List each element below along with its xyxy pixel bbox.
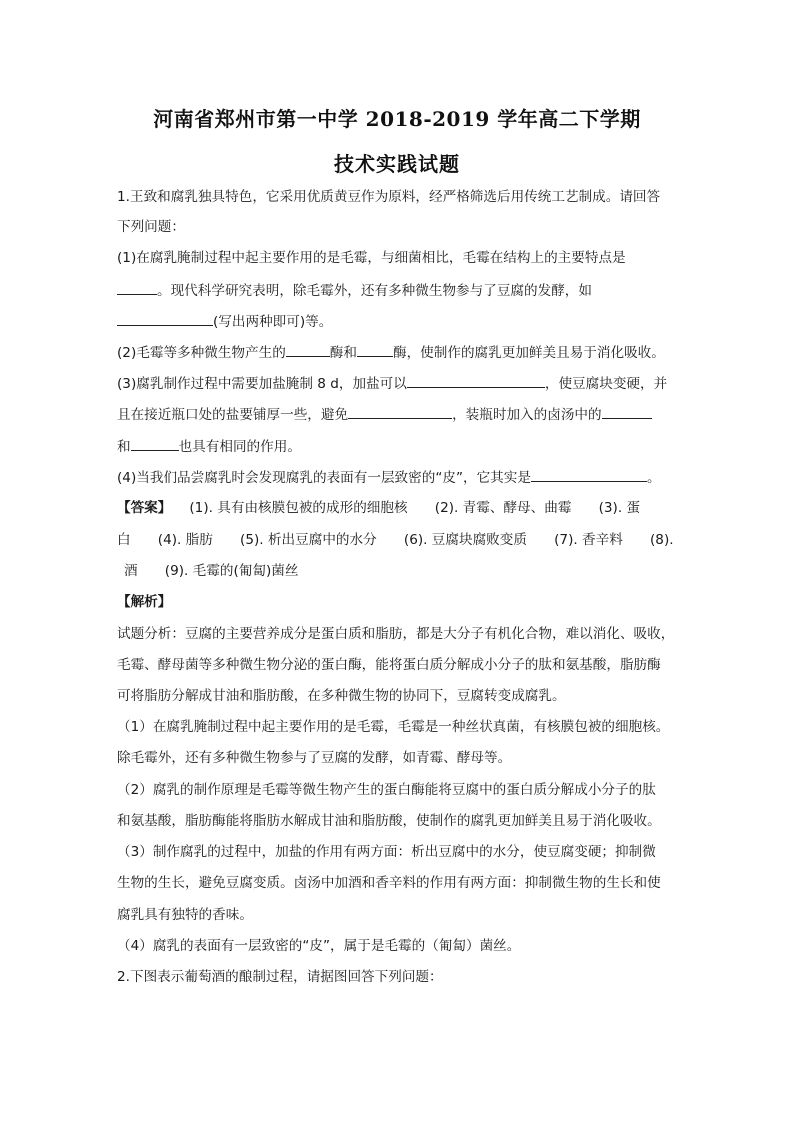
answer-blank[interactable] xyxy=(117,280,157,295)
answer-text-1: (1). 具有由核膜包被的成形的细胞核 (2). 青霉、酵母、曲霉 (3). 蛋 xyxy=(189,500,641,516)
analysis-line-3: 可将脂肪分解成甘油和脂肪酸，在多种微生物的协同下，豆腐转变成腐乳。 xyxy=(117,688,566,704)
analysis-line-8: （3）制作腐乳的过程中，加盐的作用有两方面：析出豆腐中的水分，使豆腐变硬；抑制微 xyxy=(117,844,656,860)
analysis-line-5: 除毛霉外，还有多种微生物参与了豆腐的发酵，如青霉、酵母等。 xyxy=(117,750,512,766)
document-subtitle: 技术实践试题 xyxy=(334,152,460,176)
q1-part1-text-3: (写出两种即可)等。 xyxy=(213,314,333,330)
q1-part4-text-b: 。 xyxy=(646,470,661,486)
analysis-line-7: 和氨基酸，脂肪酶能将脂肪水解成甘油和脂肪酸，使制作的腐乳更加鲜美且易于消化吸收。 xyxy=(117,813,661,829)
q1-part3-line-2 xyxy=(117,404,682,425)
q1-part2-line xyxy=(117,342,682,363)
q1-stem-line-2: 下列问题： xyxy=(117,219,185,235)
analysis-line-9: 生物的生长，避免豆腐变质。卤汤中加酒和香辛料的作用有两方面：抑制微生物的生长和使 xyxy=(117,875,661,891)
q1-part2-text-c: 酶，使制作的腐乳更加鲜美且易于消化吸收。 xyxy=(392,345,665,361)
q1-part3-text-1b: ，使豆腐块变硬，并 xyxy=(544,376,668,392)
q1-part3-line-1 xyxy=(117,373,682,394)
q1-part1-text-2: 。现代科学研究表明，除毛霉外，还有多种微生物参与了豆腐的发酵，如 xyxy=(157,283,592,299)
answer-line-1 xyxy=(117,498,682,518)
answer-blank[interactable] xyxy=(348,404,452,419)
answer-blank[interactable] xyxy=(602,404,652,419)
analysis-line-2: 毛霉、酵母菌等多种微生物分泌的蛋白酶，能将蛋白质分解成小分子的肽和氨基酸，脂肪酶 xyxy=(117,657,661,673)
answer-line-3: 酒 (9). 毛霉的(匍匐)菌丝 xyxy=(124,563,299,579)
answer-blank[interactable] xyxy=(531,467,647,482)
analysis-line-11: （4）腐乳的表面有一层致密的“皮”，属于是毛霉的（匍匐）菌丝。 xyxy=(117,938,521,954)
analysis-label: 【解析】 xyxy=(117,594,172,610)
answer-blank[interactable] xyxy=(286,342,330,357)
q2-stem: 2.下图表示葡萄酒的酿制过程，请据图回答下列问题： xyxy=(117,969,443,985)
q1-part2-text-b: 酶和 xyxy=(329,345,357,361)
analysis-line-10: 腐乳具有独特的香味。 xyxy=(117,907,253,923)
answer-line-2: 白 (4). 脂肪 (5). 析出豆腐中的水分 (6). 豆腐块腐败变质 (7). 香辛料 (8). xyxy=(117,532,674,548)
answer-blank[interactable] xyxy=(357,342,393,357)
q1-part3-text-2b: ，装瓶时加入的卤汤中的 xyxy=(452,407,602,423)
answer-blank[interactable] xyxy=(407,373,545,388)
document-title: 河南省郑州市第一中学 2018-2019 学年高二下学期 xyxy=(153,107,641,131)
q1-part1-line-3 xyxy=(117,311,682,332)
analysis-line-4: （1）在腐乳腌制过程中起主要作用的是毛霉，毛霉是一种丝状真菌，有核膜包被的细胞核。 xyxy=(117,719,670,735)
q1-part1-line-2 xyxy=(117,280,682,301)
q1-part3-line-3 xyxy=(117,436,682,457)
q1-part2-text-a: (2)毛霉等多种微生物产生的 xyxy=(117,345,286,361)
answer-label: 【答案】 xyxy=(117,500,172,516)
q1-part1-line-1: (1)在腐乳腌制过程中起主要作用的是毛霉，与细菌相比，毛霉在结构上的主要特点是 xyxy=(117,250,626,266)
analysis-line-6: （2）腐乳的制作原理是毛霉等微生物产生的蛋白酶能将豆腐中的蛋白质分解成小分子的肽 xyxy=(117,782,656,798)
q1-part3-text-1a: (3)腐乳制作过程中需要加盐腌制 8 d，加盐可以 xyxy=(117,376,407,392)
q1-part3-text-3a: 和 xyxy=(117,439,131,455)
q1-part3-text-2a: 且在接近瓶口处的盐要铺厚一些，避免 xyxy=(117,407,349,423)
analysis-line-1: 试题分析：豆腐的主要营养成分是蛋白质和脂肪，都是大分子有机化合物，难以消化、吸收， xyxy=(117,626,675,642)
q1-stem-line-1: 1.王致和腐乳独具特色，它采用优质黄豆作为原料，经严格筛选后用传统工艺制成。请回答 xyxy=(117,189,661,205)
q1-part4-line xyxy=(117,467,682,488)
q1-part4-text-a: (4)当我们品尝腐乳时会发现腐乳的表面有一层致密的“皮”，它其实是 xyxy=(117,470,531,486)
answer-blank[interactable] xyxy=(117,311,213,326)
answer-blank[interactable] xyxy=(131,436,179,451)
q1-part3-text-3b: 也具有相同的作用。 xyxy=(178,439,301,455)
